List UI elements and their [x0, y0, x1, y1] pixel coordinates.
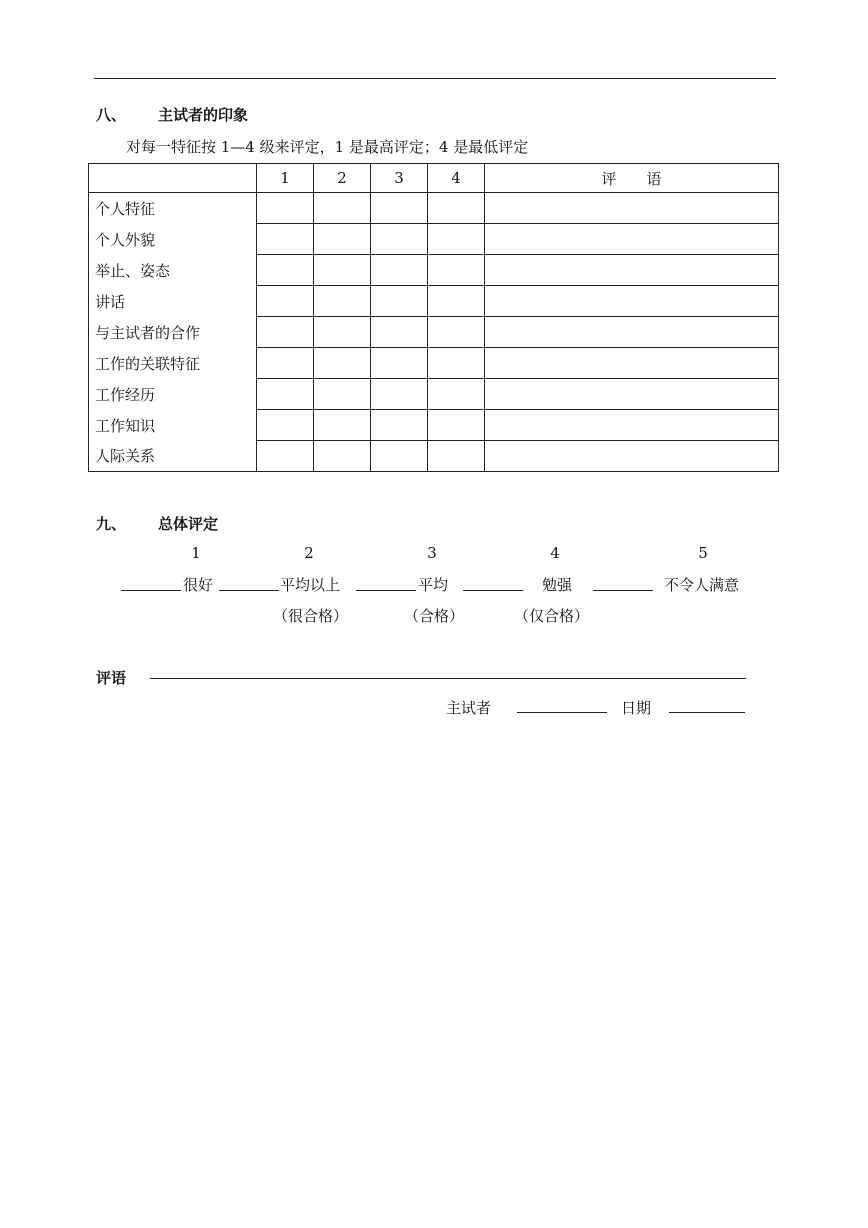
score-cell[interactable] — [428, 193, 485, 224]
score-cell[interactable] — [371, 255, 428, 286]
scale-label-4: 勉强 — [542, 576, 573, 594]
header-rule — [94, 78, 776, 79]
score-cell[interactable] — [428, 317, 485, 348]
score-cell[interactable] — [371, 317, 428, 348]
comment-cell[interactable] — [485, 255, 779, 286]
score-cell[interactable] — [428, 410, 485, 441]
score-cell[interactable] — [371, 193, 428, 224]
rating-blank-3[interactable] — [356, 590, 416, 591]
scale-number-1: 1 — [191, 544, 201, 562]
score-cell[interactable] — [371, 348, 428, 379]
rating-blank-5[interactable] — [593, 590, 653, 591]
score-cell[interactable] — [314, 348, 371, 379]
scale-sublabel-4: （仅合格） — [514, 607, 590, 625]
section-9-number: 九、 — [96, 515, 127, 533]
header-score-2: 2 — [314, 164, 371, 193]
comment-cell[interactable] — [485, 317, 779, 348]
date-blank[interactable] — [669, 712, 745, 713]
score-cell[interactable] — [257, 193, 314, 224]
header-score-1: 1 — [257, 164, 314, 193]
trait-label: 工作知识 — [89, 410, 257, 441]
comment-label: 评语 — [96, 669, 127, 687]
table-row — [89, 224, 779, 255]
trait-label: 与主试者的合作 — [89, 317, 257, 348]
trait-label: 个人外貌 — [89, 224, 257, 255]
scale-sublabel-2: （很合格） — [273, 607, 349, 625]
comment-cell[interactable] — [485, 286, 779, 317]
score-cell[interactable] — [314, 255, 371, 286]
scale-number-3: 3 — [427, 544, 437, 562]
score-cell[interactable] — [428, 255, 485, 286]
scale-label-1: 很好 — [183, 576, 214, 594]
score-cell[interactable] — [314, 317, 371, 348]
score-cell[interactable] — [314, 379, 371, 410]
score-cell[interactable] — [428, 286, 485, 317]
section-8-number: 八、 — [96, 106, 127, 124]
score-cell[interactable] — [314, 286, 371, 317]
rating-blank-1[interactable] — [121, 590, 181, 591]
date-label: 日期 — [621, 699, 652, 717]
header-score-3: 3 — [371, 164, 428, 193]
scale-number-2: 2 — [304, 544, 314, 562]
table-row — [89, 441, 779, 472]
table-header-row — [89, 164, 779, 193]
score-cell[interactable] — [371, 224, 428, 255]
score-cell[interactable] — [257, 379, 314, 410]
score-cell[interactable] — [371, 379, 428, 410]
rating-blank-2[interactable] — [219, 590, 279, 591]
examiner-signature-blank[interactable] — [517, 712, 607, 713]
comment-cell[interactable] — [485, 224, 779, 255]
scale-sublabel-3: （合格） — [404, 607, 465, 625]
score-cell[interactable] — [428, 441, 485, 472]
table-row — [89, 317, 779, 348]
score-cell[interactable] — [257, 410, 314, 441]
trait-label: 举止、姿态 — [89, 255, 257, 286]
rating-blank-4[interactable] — [463, 590, 523, 591]
table-row — [89, 348, 779, 379]
table-row — [89, 193, 779, 224]
table-row — [89, 286, 779, 317]
trait-label: 工作的关联特征 — [89, 348, 257, 379]
scale-label-5: 不令人满意 — [664, 576, 740, 594]
scale-label-2: 平均以上 — [280, 576, 341, 594]
header-empty-cell — [89, 164, 257, 193]
comment-cell[interactable] — [485, 193, 779, 224]
score-cell[interactable] — [257, 317, 314, 348]
score-cell[interactable] — [371, 410, 428, 441]
score-cell[interactable] — [314, 441, 371, 472]
score-cell[interactable] — [428, 348, 485, 379]
comment-cell[interactable] — [485, 441, 779, 472]
table-row — [89, 379, 779, 410]
score-cell[interactable] — [257, 255, 314, 286]
scale-number-4: 4 — [550, 544, 560, 562]
comment-cell[interactable] — [485, 410, 779, 441]
score-cell[interactable] — [257, 348, 314, 379]
rating-instruction: 对每一特征按 1—4 级来评定，1 是最高评定；4 是最低评定 — [126, 138, 529, 156]
section-8-title: 主试者的印象 — [158, 106, 249, 124]
score-cell[interactable] — [314, 224, 371, 255]
section-9-title: 总体评定 — [158, 515, 219, 533]
score-cell[interactable] — [371, 441, 428, 472]
scale-label-3: 平均 — [418, 576, 449, 594]
comment-line[interactable] — [150, 678, 746, 679]
score-cell[interactable] — [314, 410, 371, 441]
table-row — [89, 410, 779, 441]
score-cell[interactable] — [257, 441, 314, 472]
scale-number-5: 5 — [698, 544, 708, 562]
trait-label: 个人特征 — [89, 193, 257, 224]
header-comment: 评 语 — [485, 164, 779, 193]
score-cell[interactable] — [428, 379, 485, 410]
trait-label: 讲话 — [89, 286, 257, 317]
header-score-4: 4 — [428, 164, 485, 193]
comment-cell[interactable] — [485, 379, 779, 410]
trait-label: 人际关系 — [89, 441, 257, 472]
score-cell[interactable] — [257, 286, 314, 317]
score-cell[interactable] — [314, 193, 371, 224]
trait-label: 工作经历 — [89, 379, 257, 410]
score-cell[interactable] — [371, 286, 428, 317]
score-cell[interactable] — [428, 224, 485, 255]
examiner-label: 主试者 — [446, 699, 492, 717]
comment-cell[interactable] — [485, 348, 779, 379]
impression-rating-table — [88, 163, 779, 472]
table-row — [89, 255, 779, 286]
score-cell[interactable] — [257, 224, 314, 255]
